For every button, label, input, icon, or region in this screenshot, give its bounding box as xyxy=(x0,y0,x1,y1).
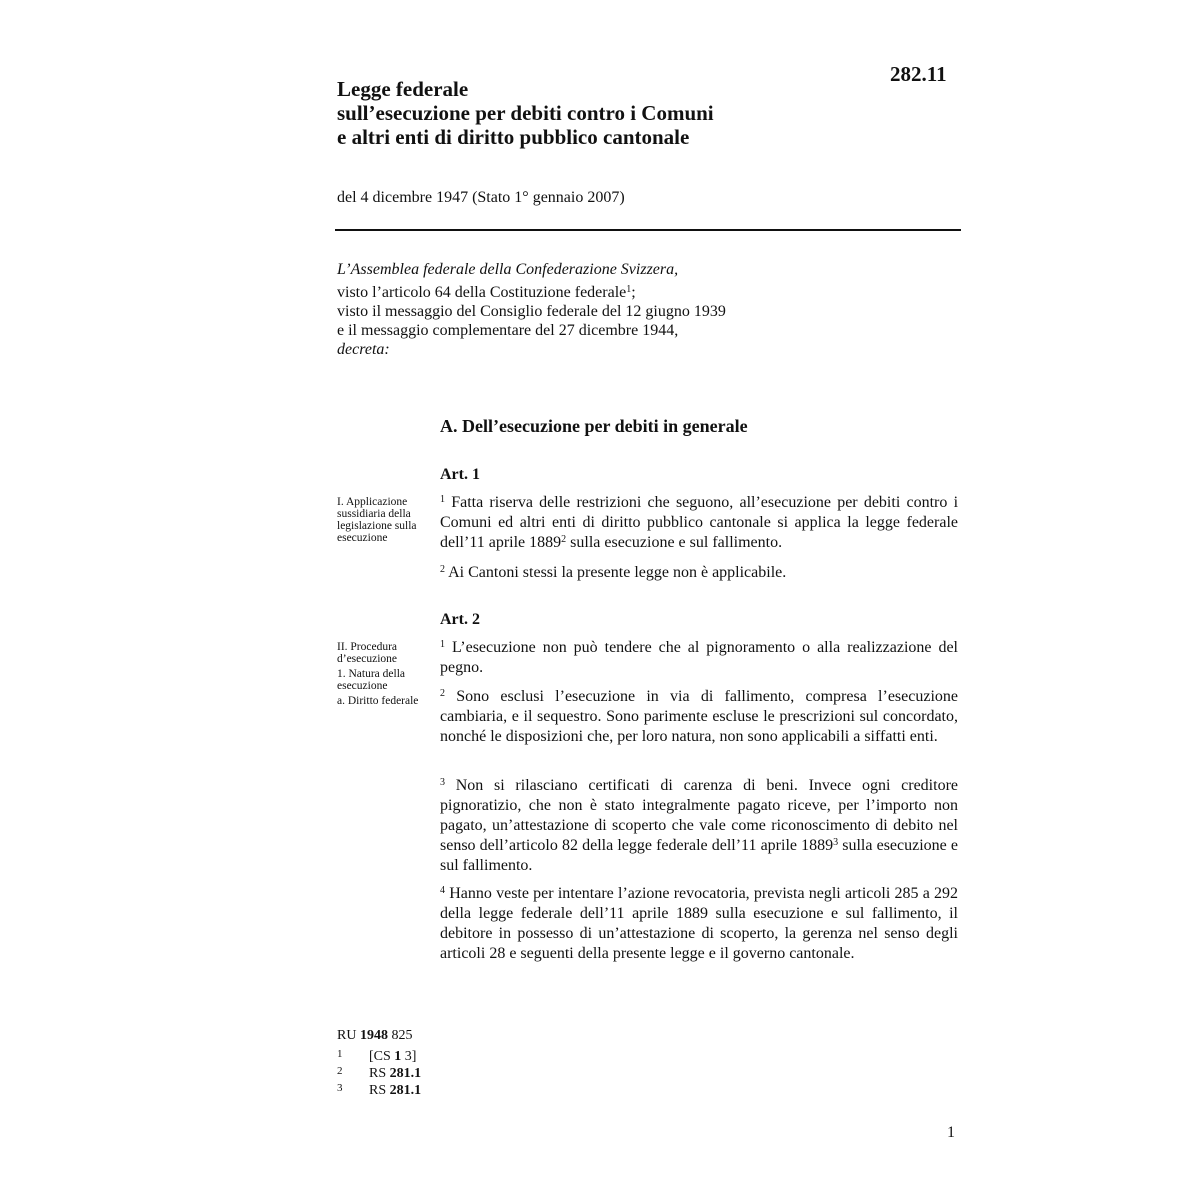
article-1-margin-note xyxy=(337,496,429,544)
paragraph-text: L’esecuzione non può tendere che al pignoramento o alla realizzazione del pegno. xyxy=(440,639,958,676)
law-title xyxy=(337,77,714,149)
margin-note: 1. Natura della esecuzione xyxy=(337,668,406,692)
footnote-prefix: [CS xyxy=(369,1049,395,1064)
footnote-bold: 281.1 xyxy=(389,1066,422,1081)
article-1-title: Art. 1 xyxy=(440,466,480,483)
article-2-paragraph-3 xyxy=(440,776,958,876)
footnote-prefix: RS xyxy=(369,1066,390,1081)
ru-year: 1948 xyxy=(359,1028,388,1043)
article-2-title: Art. 2 xyxy=(440,611,480,628)
article-1-paragraph-2 xyxy=(440,563,958,583)
margin-note: a. Diritto federale xyxy=(337,695,419,707)
page-number: 1 xyxy=(947,1124,955,1141)
title-line: e altri enti di diritto pubblico cantonale xyxy=(337,125,690,149)
paragraph-text: Non si rilasciano certificati di carenza di beni. Invece ogni creditore pignoratizio, che non è stato integralmente pagato riceve, per l’importo non pagato, un’attestazione di scoperto che vale come riconoscimento di debito nel senso dell’articolo 82 della legge federale dell’11 aprile 1889 xyxy=(440,777,958,854)
preamble xyxy=(337,260,897,359)
footnote-ref[interactable]: 1 xyxy=(626,284,632,295)
paragraph-number: 4 xyxy=(440,885,445,896)
footnote-bold: 281.1 xyxy=(389,1083,422,1098)
visto-punct: ; xyxy=(631,284,636,301)
margin-note: II. Procedura d’esecuzione xyxy=(337,641,398,665)
paragraph-text: Fatta riserva delle restrizioni che seguono, all’esecuzione per debiti contro i Comuni ed altri enti di diritto pubblico cantonale si applica la legge federale dell’11 aprile 1889 xyxy=(440,494,959,551)
article-1-paragraph-1 xyxy=(440,493,958,553)
paragraph-number: 1 xyxy=(440,494,445,505)
paragraph-text: sulla esecuzione e sul fallimento. xyxy=(566,534,783,551)
paragraph-text: Hanno veste per intentare l’azione revocatoria, prevista negli articoli 285 a 292 della legge federale dell’11 aprile 1889 sulla esecuzione e sul fallimento, il debitore in possesso di un’attestazione di scoperto, la gerenza nel senso degli articoli 28 e seguenti della presente legge e il governo cantonale. xyxy=(440,885,958,962)
footnote-number: 3 xyxy=(337,1082,343,1094)
ru-reference xyxy=(337,1028,412,1044)
title-line: sull’esecuzione per debiti contro i Comuni xyxy=(337,101,714,125)
article-2-paragraph-1 xyxy=(440,638,958,678)
article-2-margin-note xyxy=(337,641,429,707)
paragraph-number: 2 xyxy=(440,564,445,575)
paragraph-number: 3 xyxy=(440,777,445,788)
visto-message-complement: e il messaggio complementare del 27 dicembre 1944, xyxy=(337,322,679,339)
footnote-bold: 1 xyxy=(394,1049,402,1064)
chapter-title: A. Dell’esecuzione per debiti in generale xyxy=(440,416,748,436)
visto-message: visto il messaggio del Consiglio federale del 12 giugno 1939 xyxy=(337,303,726,320)
article-2-paragraph-2 xyxy=(440,687,958,747)
footnote-ref[interactable]: 3 xyxy=(833,837,839,848)
ru-prefix: RU xyxy=(337,1028,360,1043)
title-line: Legge federale xyxy=(337,77,469,101)
footnote-number: 2 xyxy=(337,1065,343,1077)
paragraph-text: Sono esclusi l’esecuzione in via di fallimento, compresa l’esecuzione cambiaria, e il sequestro. Sono parimente escluse le prescrizioni sul concordato, nonché le disposizioni che, per loro natura, non sono applicabili a siffatti enti. xyxy=(440,688,959,745)
footnote-ref[interactable]: 2 xyxy=(561,534,567,545)
header-divider xyxy=(335,229,961,231)
issuer: L’Assemblea federale della Confederazione Svizzera, xyxy=(337,261,679,278)
decreta: decreta: xyxy=(337,341,390,358)
article-2-paragraph-4 xyxy=(440,884,958,964)
paragraph-number: 1 xyxy=(440,639,445,650)
visto-text: visto l’articolo 64 della Costituzione federale xyxy=(337,284,627,301)
footnote-number: 1 xyxy=(337,1048,343,1060)
margin-note: I. Applicazione sussidiaria della legislazione sulla esecuzione xyxy=(337,496,417,544)
sr-number: 282.11 xyxy=(890,62,947,86)
footnote-suffix: 3] xyxy=(401,1049,417,1064)
visto-constitution xyxy=(337,283,897,302)
paragraph-number: 2 xyxy=(440,688,445,699)
ru-page: 825 xyxy=(387,1028,413,1043)
footnote-3 xyxy=(337,1080,421,1099)
date-line: del 4 dicembre 1947 (Stato 1° gennaio 2007) xyxy=(337,189,625,206)
paragraph-text: Ai Cantoni stessi la presente legge non è applicabile. xyxy=(448,564,787,581)
footnote-prefix: RS xyxy=(369,1083,390,1098)
paragraph-text: sulla esecuzione e sul fallimento. xyxy=(440,837,959,874)
